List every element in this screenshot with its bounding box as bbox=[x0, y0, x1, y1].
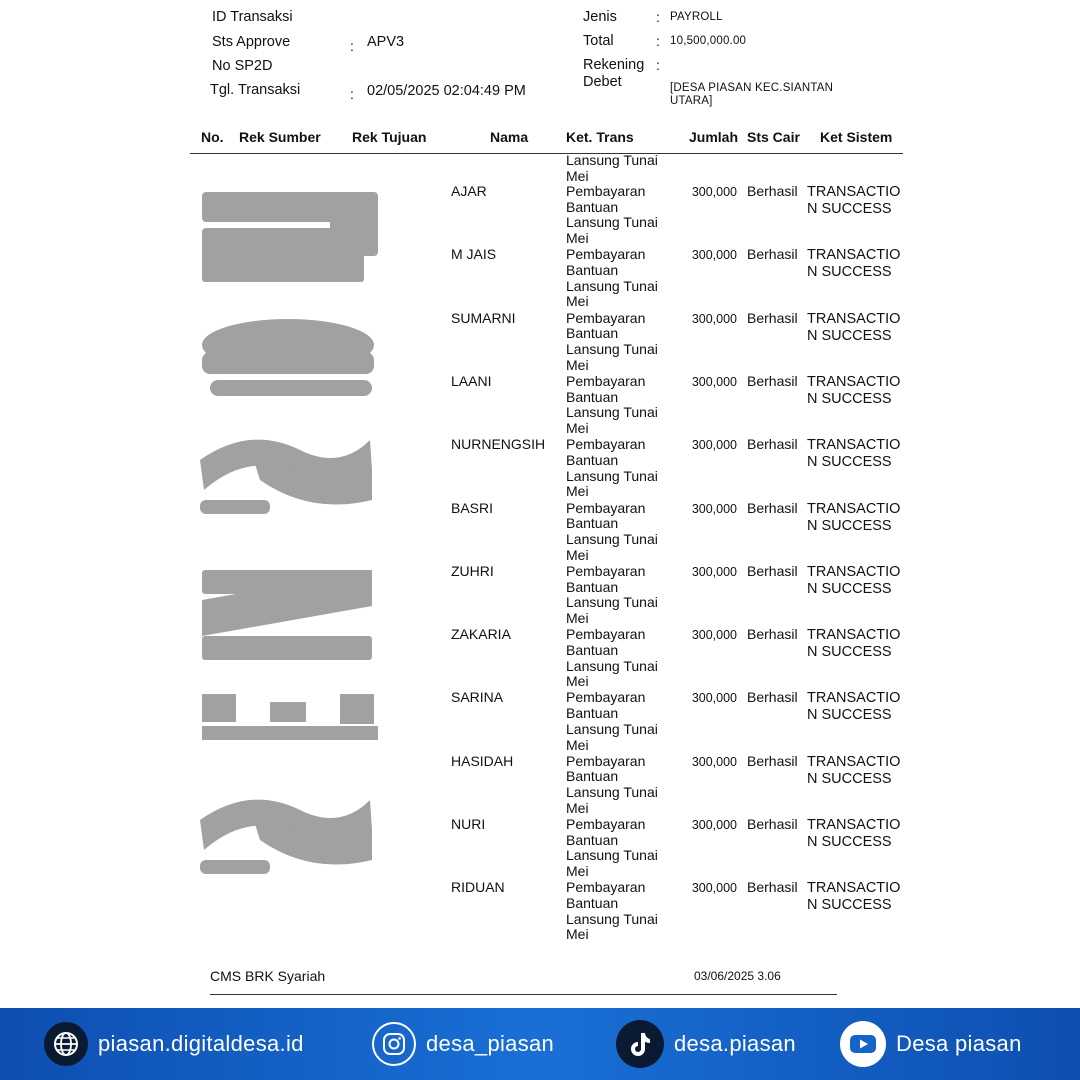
row-sts-cair: Berhasil bbox=[747, 309, 798, 326]
col-nama: Nama bbox=[490, 129, 529, 145]
row-jumlah: 300,000 bbox=[691, 374, 737, 389]
row-ket-trans-line: Bantuan bbox=[566, 895, 619, 911]
total-value: 10,500,000.00 bbox=[670, 35, 747, 47]
doc-footer-rule bbox=[210, 994, 837, 995]
row-ket-sistem-line: N SUCCESS bbox=[807, 517, 892, 534]
globe-icon bbox=[44, 1022, 88, 1066]
row-ket-sistem-line: TRANSACTIO bbox=[807, 310, 901, 327]
row-ket-sistem-line: TRANSACTIO bbox=[807, 817, 901, 833]
row-ket-trans-line: Bantuan bbox=[566, 388, 619, 405]
row-ket-trans-line: Bantuan bbox=[566, 768, 619, 785]
row-ket-sistem-line: N SUCCESS bbox=[807, 644, 892, 661]
row-ket-trans-line: Pembayaran bbox=[566, 499, 646, 516]
rekening-label: Rekening bbox=[583, 57, 645, 73]
row-ket-sistem-line: N SUCCESS bbox=[807, 327, 892, 344]
colon: : bbox=[350, 86, 354, 102]
total-label: Total bbox=[583, 33, 614, 49]
row-jumlah: 300,000 bbox=[691, 628, 737, 643]
col-rek-sumber: Rek Sumber bbox=[239, 129, 321, 145]
row-jumlah: 300,000 bbox=[691, 185, 737, 199]
row-ket-trans-line: Bantuan bbox=[566, 641, 619, 658]
row-ket-trans-line: Mei bbox=[566, 863, 589, 880]
youtube-label: Desa piasan bbox=[896, 1031, 1022, 1056]
row-ket-trans-line: Pembayaran bbox=[566, 879, 646, 896]
row-ket-trans-line: Mei bbox=[566, 546, 589, 563]
row-ket-trans-line: Bantuan bbox=[566, 198, 619, 215]
tgl-transaksi-value: 02/05/2025 02:04:49 PM bbox=[367, 83, 526, 99]
row-ket-trans-line: Lansung Tunai bbox=[566, 594, 658, 611]
row-ket-trans-line: Mei bbox=[566, 420, 589, 436]
row-jumlah: 300,000 bbox=[691, 564, 737, 579]
row-ket-sistem-line: TRANSACTIO bbox=[807, 563, 901, 580]
row-ket-trans-line: Mei bbox=[566, 799, 589, 816]
row-sts-cair: Berhasil bbox=[747, 183, 798, 199]
row-ket-trans-line: Pembayaran bbox=[566, 816, 646, 832]
row-ket-sistem-line: N SUCCESS bbox=[807, 580, 892, 597]
row-nama: SUMARNI bbox=[451, 309, 516, 326]
tiktok-icon bbox=[616, 1020, 664, 1068]
website-label: piasan.digitaldesa.id bbox=[98, 1031, 304, 1056]
row-ket-sistem-line: TRANSACTIO bbox=[807, 184, 901, 200]
row-ket-trans-line: Pembayaran bbox=[566, 246, 646, 263]
row-ket-trans-line: Bantuan bbox=[566, 705, 619, 722]
row-ket-trans-line: Pembayaran bbox=[566, 183, 646, 199]
row-nama: ZAKARIA bbox=[451, 626, 511, 643]
row-ket-trans-line: Bantuan bbox=[566, 451, 619, 468]
row-sts-cair: Berhasil bbox=[747, 752, 798, 769]
row-ket-sistem-line: N SUCCESS bbox=[807, 454, 892, 471]
tgl-transaksi-label: Tgl. Transaksi bbox=[210, 82, 301, 98]
sts-approve-value: APV3 bbox=[367, 34, 405, 50]
doc-footer-left: CMS BRK Syariah bbox=[210, 968, 326, 984]
row-sts-cair: Berhasil bbox=[747, 372, 798, 389]
no-sp2d-label: No SP2D bbox=[212, 58, 273, 74]
row-ket-trans-line: Mei bbox=[566, 736, 589, 753]
row-ket-trans-line: Lansung Tunai bbox=[566, 530, 658, 547]
row-ket-trans-line: Pembayaran bbox=[566, 752, 646, 769]
row-ket-trans-line: Pembayaran bbox=[566, 372, 646, 389]
row-ket-trans-line: Bantuan bbox=[566, 831, 619, 848]
row-ket-sistem-line: TRANSACTIO bbox=[807, 753, 901, 770]
debet-label: Debet bbox=[583, 74, 622, 90]
row-ket-sistem-line: TRANSACTIO bbox=[807, 437, 901, 454]
row-ket-trans-line: Mei bbox=[566, 673, 589, 690]
row-ket-trans-line: Bantuan bbox=[566, 515, 619, 532]
row-ket-sistem-line: N SUCCESS bbox=[807, 834, 892, 850]
row-ket-trans-line: Lansung Tunai bbox=[566, 784, 658, 801]
row-ket-trans-line: Pembayaran bbox=[566, 562, 646, 579]
row-ket-trans-line: Lansung Tunai bbox=[566, 657, 658, 674]
row-jumlah: 300,000 bbox=[691, 438, 737, 453]
row-ket-trans-line: Mei bbox=[566, 483, 589, 500]
instagram-label: desa_piasan bbox=[426, 1031, 555, 1056]
row-ket-sistem-line: TRANSACTIO bbox=[807, 627, 901, 644]
col-jumlah: Jumlah bbox=[689, 129, 739, 145]
row-ket-trans-line: Pembayaran bbox=[566, 626, 646, 643]
colon: : bbox=[350, 38, 354, 54]
col-rek-tujuan: Rek Tujuan bbox=[352, 129, 427, 145]
tiktok-link[interactable] bbox=[616, 1022, 796, 1066]
youtube-icon bbox=[840, 1021, 886, 1067]
youtube-link[interactable] bbox=[840, 1022, 1022, 1066]
row-ket-trans-line: Bantuan bbox=[566, 325, 619, 342]
row-jumlah: 300,000 bbox=[691, 691, 737, 706]
row-sts-cair: Berhasil bbox=[747, 436, 798, 453]
row-ket-trans-line: Mei bbox=[566, 926, 589, 943]
rekening-value-line1: [DESA PIASAN KEC.SIANTAN bbox=[670, 82, 834, 94]
row-ket-trans-line: Lansung Tunai bbox=[566, 341, 658, 357]
row-ket-sistem-line: TRANSACTIO bbox=[807, 500, 901, 517]
id-transaksi-label: ID Transaksi bbox=[212, 9, 293, 25]
row-sts-cair: Berhasil bbox=[747, 816, 798, 832]
row-ket-trans-line: Pembayaran bbox=[566, 689, 646, 706]
row-ket-sistem-line: N SUCCESS bbox=[807, 770, 892, 787]
row-ket-trans-line: Bantuan bbox=[566, 262, 619, 278]
row-ket-sistem-line: TRANSACTIO bbox=[807, 880, 901, 897]
row-sts-cair: Berhasil bbox=[747, 689, 798, 706]
instagram-link[interactable] bbox=[372, 1022, 554, 1066]
row-ket-sistem-line: N SUCCESS bbox=[807, 390, 892, 407]
row-jumlah: 300,000 bbox=[691, 501, 737, 516]
row-nama: NURI bbox=[451, 816, 486, 832]
col-ket-sistem: Ket Sistem bbox=[820, 129, 893, 145]
colon: : bbox=[656, 9, 660, 25]
row-ket-trans-line: Lansung Tunai bbox=[566, 847, 658, 864]
row-ket-trans-line: Lansung Tunai bbox=[566, 467, 658, 484]
colon: : bbox=[656, 57, 660, 73]
row-nama: M JAIS bbox=[451, 246, 497, 263]
colon: : bbox=[656, 33, 660, 49]
instagram-icon bbox=[372, 1022, 416, 1066]
tiktok-label: desa.piasan bbox=[674, 1031, 796, 1056]
row-ket-sistem-line: N SUCCESS bbox=[807, 264, 892, 281]
row-ket-sistem-line: TRANSACTIO bbox=[807, 690, 901, 707]
row-ket-trans-line: Mei bbox=[566, 293, 589, 310]
sensor-stamp bbox=[190, 170, 400, 910]
row-ket-sistem-line: N SUCCESS bbox=[807, 897, 892, 914]
row-ket-trans-line: Mei bbox=[566, 230, 589, 247]
sts-approve-label: Sts Approve bbox=[212, 34, 291, 50]
row-ket-trans-line: Pembayaran bbox=[566, 436, 646, 453]
table-header-rule bbox=[190, 153, 903, 154]
row-ket-trans-line: Lansung Tunai bbox=[566, 910, 658, 927]
row-sts-cair: Berhasil bbox=[747, 246, 798, 263]
row-ket-trans-line: Pembayaran bbox=[566, 309, 646, 326]
website-link[interactable] bbox=[44, 1022, 304, 1066]
row-nama: NURNENGSIH bbox=[451, 436, 546, 453]
col-sts-cair: Sts Cair bbox=[747, 129, 800, 145]
rekening-value-line2: UTARA] bbox=[670, 95, 713, 107]
carry-over-line: Mei bbox=[566, 167, 589, 184]
row-sts-cair: Berhasil bbox=[747, 879, 798, 896]
row-ket-trans-line: Mei bbox=[566, 356, 589, 373]
row-ket-sistem-line: TRANSACTIO bbox=[807, 247, 901, 264]
row-jumlah: 300,000 bbox=[691, 248, 737, 263]
row-jumlah: 300,000 bbox=[691, 881, 737, 896]
row-ket-trans-line: Lansung Tunai bbox=[566, 277, 658, 294]
row-ket-sistem-line: TRANSACTIO bbox=[807, 373, 901, 390]
row-ket-trans-line: Bantuan bbox=[566, 578, 619, 595]
row-nama: BASRI bbox=[451, 499, 494, 516]
row-ket-trans-line: Lansung Tunai bbox=[566, 720, 658, 737]
row-nama: LAANI bbox=[451, 372, 492, 389]
row-jumlah: 300,000 bbox=[691, 818, 737, 832]
row-sts-cair: Berhasil bbox=[747, 562, 798, 579]
social-footer-bar bbox=[0, 1008, 1080, 1080]
row-ket-trans-line: Lansung Tunai bbox=[566, 214, 658, 231]
row-ket-sistem-line: N SUCCESS bbox=[807, 707, 892, 724]
row-ket-trans-line: Lansung Tunai bbox=[566, 404, 658, 421]
row-nama: HASIDAH bbox=[451, 752, 514, 769]
row-sts-cair: Berhasil bbox=[747, 626, 798, 643]
row-ket-trans-line: Mei bbox=[566, 609, 589, 626]
row-sts-cair: Berhasil bbox=[747, 499, 798, 516]
row-nama: AJAR bbox=[451, 183, 487, 199]
row-ket-sistem-line: N SUCCESS bbox=[807, 201, 892, 217]
col-no: No. bbox=[201, 129, 224, 145]
jenis-value: PAYROLL bbox=[670, 11, 723, 23]
col-ket-trans: Ket. Trans bbox=[566, 129, 634, 145]
row-nama: ZUHRI bbox=[451, 562, 494, 579]
doc-footer-right: 03/06/2025 3.06 bbox=[694, 969, 781, 983]
row-jumlah: 300,000 bbox=[691, 311, 737, 326]
row-nama: SARINA bbox=[451, 689, 504, 706]
row-jumlah: 300,000 bbox=[691, 754, 737, 769]
row-nama: RIDUAN bbox=[451, 879, 505, 896]
jenis-label: Jenis bbox=[583, 9, 617, 25]
carry-over-line: Lansung Tunai bbox=[566, 152, 658, 168]
